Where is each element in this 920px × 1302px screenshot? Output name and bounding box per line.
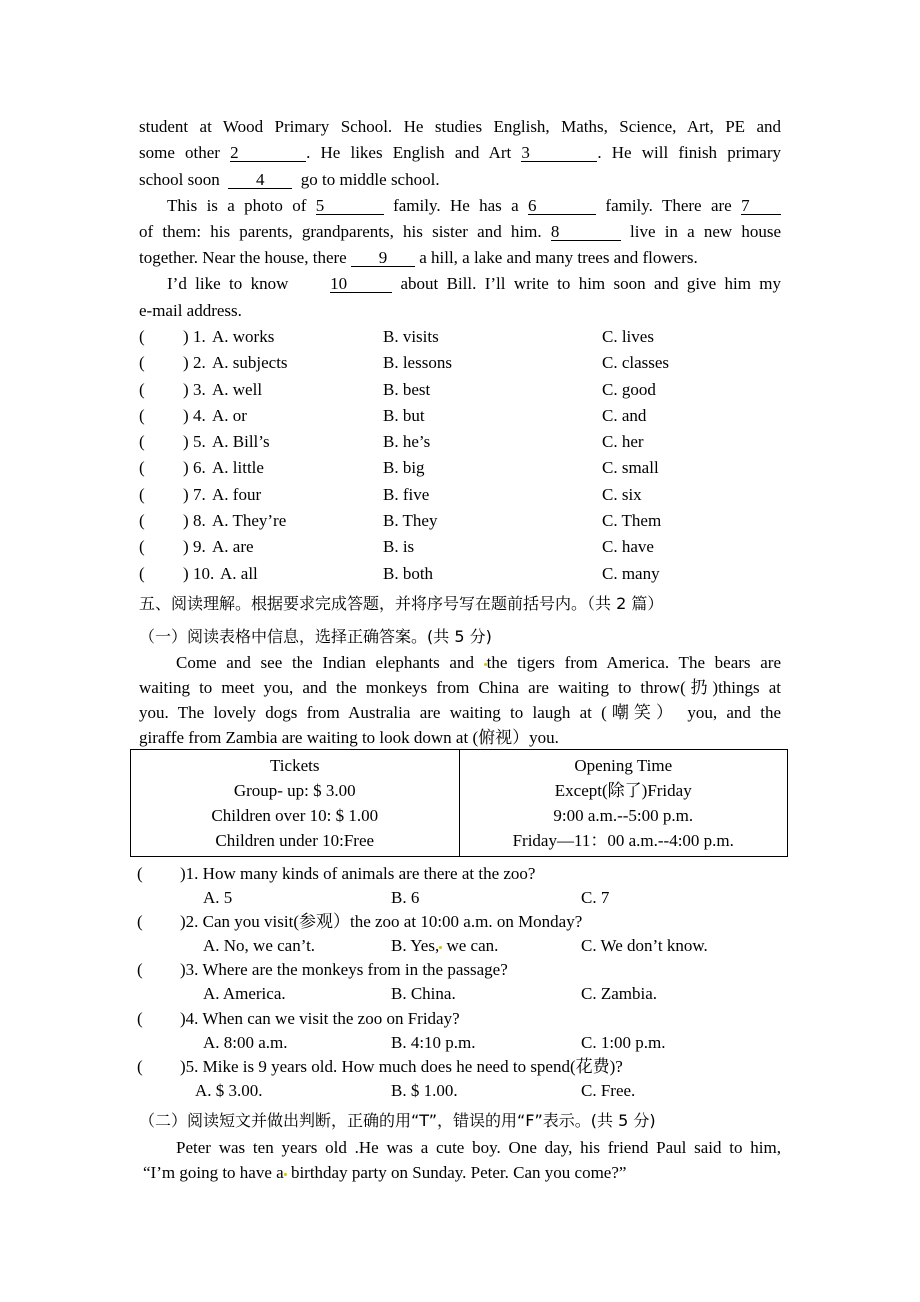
part2-line-2 bbox=[143, 1163, 626, 1183]
blank-5[interactable]: 5 bbox=[316, 197, 384, 215]
option-b[interactable]: B. lessons bbox=[383, 353, 452, 372]
blank-8[interactable]: 8 bbox=[551, 223, 621, 241]
answer-paren-open: ( bbox=[137, 912, 143, 931]
option-b[interactable]: B. is bbox=[383, 537, 415, 556]
question-number: 5. bbox=[193, 432, 206, 451]
friday-hours: Friday—11：00 a.m.--4:00 p.m. bbox=[512, 831, 734, 850]
option-c[interactable]: C. Them bbox=[602, 511, 662, 530]
question-number: 3. bbox=[193, 380, 206, 399]
opening-time-cell bbox=[459, 750, 788, 857]
tickets-header: Tickets bbox=[270, 756, 320, 775]
option-b[interactable]: B. They bbox=[383, 511, 438, 530]
passage-line-5 bbox=[139, 222, 781, 242]
passage-line-1 bbox=[139, 117, 781, 137]
passage-text: school soon bbox=[139, 170, 220, 189]
reading-line-3 bbox=[139, 703, 781, 723]
children-over-10-price: Children over 10: $ 1.00 bbox=[211, 806, 379, 825]
part1-title: （一）阅读表格中信息，选择正确答案。(共 5 分) bbox=[139, 627, 492, 646]
reading-text: to look down at (俯视）you. bbox=[361, 728, 559, 747]
option-b[interactable]: B. $ 1.00. bbox=[391, 1081, 458, 1100]
passage-line-4 bbox=[167, 196, 781, 216]
option-c[interactable]: C. 7 bbox=[581, 888, 610, 907]
reading-text: birthday party on Sunday. Peter. Can you come?” bbox=[290, 1163, 627, 1182]
answer-paren-close: ) bbox=[183, 380, 189, 399]
question-number: 10. bbox=[193, 564, 215, 583]
part2-line-1 bbox=[176, 1138, 781, 1158]
answer-paren-open: ( bbox=[139, 327, 145, 346]
passage-text: e-mail address. bbox=[139, 301, 242, 320]
answer-paren-close: ) bbox=[183, 406, 189, 425]
answer-paren-open: ( bbox=[139, 537, 145, 556]
reading-text: you. The lovely dogs from Australia are waiting to laugh at (嘲笑） you, and the bbox=[139, 703, 781, 722]
reading-text: giraffe from Zambia are waiting bbox=[139, 728, 358, 747]
answer-paren-close: ) bbox=[183, 327, 189, 346]
option-a[interactable]: A. 5 bbox=[203, 888, 233, 907]
reading-line-2 bbox=[139, 678, 781, 698]
passage-text: I’d like to know bbox=[167, 274, 289, 293]
passage-line-7 bbox=[167, 274, 781, 294]
passage-text: This is a photo of bbox=[167, 196, 307, 215]
passage-text: family. He has a bbox=[393, 196, 519, 215]
passage-line-6 bbox=[139, 248, 698, 268]
passage-text: family. There are bbox=[605, 196, 732, 215]
option-a[interactable]: A. well bbox=[212, 380, 263, 399]
reading-text: Peter was ten years old .He was a cute boy. One day, his friend Paul said to him, bbox=[176, 1138, 781, 1157]
reading-line-4 bbox=[139, 728, 559, 748]
option-b[interactable]: B. best bbox=[383, 380, 431, 399]
option-a[interactable]: A. works bbox=[212, 327, 275, 346]
section5-title: 五、阅读理解。根据要求完成答题，并将序号写在题前括号内。（共 2 篇） bbox=[139, 594, 664, 613]
option-a[interactable]: A. 8:00 a.m. bbox=[203, 1033, 288, 1052]
reading-text: Come and see the Indian elephants and bbox=[176, 653, 474, 672]
except-friday: Except(除了)Friday bbox=[554, 781, 692, 800]
weekday-hours: 9:00 a.m.--5:00 p.m. bbox=[553, 806, 694, 825]
option-c[interactable]: C. small bbox=[602, 458, 659, 477]
option-b[interactable]: B. he’s bbox=[383, 432, 431, 451]
answer-paren-open: ( bbox=[139, 406, 145, 425]
question-number: 4. bbox=[193, 406, 206, 425]
mark-dot bbox=[284, 1173, 287, 1176]
question-number: 9. bbox=[193, 537, 206, 556]
answer-paren-open: ( bbox=[137, 1009, 143, 1028]
passage-text: . He will finish primary bbox=[597, 143, 782, 162]
question-number: 1. bbox=[193, 327, 206, 346]
option-b-text: B. Yes, bbox=[391, 936, 440, 955]
answer-paren-open: ( bbox=[137, 864, 143, 883]
question-text: )5. Mike is 9 years old. How much does he need to spend(花费)? bbox=[180, 1057, 623, 1076]
option-a[interactable]: A. or bbox=[212, 406, 247, 425]
option-a[interactable]: A. Bill’s bbox=[212, 432, 270, 451]
passage-text: of them: his parents, grandparents, his sister and him. bbox=[139, 222, 542, 241]
question-text: )3. Where are the monkeys from in the passage? bbox=[180, 960, 508, 979]
option-c[interactable]: C. many bbox=[602, 564, 660, 583]
option-c[interactable]: C. her bbox=[602, 432, 644, 451]
question-text: )2. Can you visit(参观）the zoo at 10:00 a.m. on Monday? bbox=[180, 912, 583, 931]
option-b[interactable]: B. 6 bbox=[391, 888, 420, 907]
option-b[interactable]: B. visits bbox=[383, 327, 439, 346]
answer-paren-close: ) bbox=[183, 432, 189, 451]
blank-10[interactable]: 10 bbox=[330, 275, 392, 293]
tickets-cell bbox=[131, 750, 460, 857]
answer-paren-open: ( bbox=[139, 432, 145, 451]
passage-text: a hill, a lake and many trees and flowers. bbox=[419, 248, 698, 267]
option-c[interactable]: C. Zambia. bbox=[581, 984, 658, 1003]
option-b[interactable]: B. 4:10 p.m. bbox=[391, 1033, 476, 1052]
opening-time-header: Opening Time bbox=[574, 756, 673, 775]
reading-text: waiting to meet you, and the monkeys from China are waiting to throw(扔)things at bbox=[139, 678, 781, 697]
blank-2[interactable]: 2 bbox=[230, 144, 306, 162]
answer-paren-close: ) bbox=[183, 537, 189, 556]
option-a[interactable]: A. $ 3.00. bbox=[195, 1081, 263, 1100]
option-c[interactable]: C. We don’t know. bbox=[581, 936, 708, 955]
answer-paren-open: ( bbox=[139, 353, 145, 372]
passage-text: about Bill. I’ll write to him soon and give him my bbox=[400, 274, 782, 293]
option-a[interactable]: A. are bbox=[212, 537, 254, 556]
option-a[interactable]: A. little bbox=[212, 458, 264, 477]
passage-text: some other bbox=[139, 143, 220, 162]
option-a[interactable]: A. subjects bbox=[212, 353, 288, 372]
passage-line-2 bbox=[139, 143, 781, 163]
option-b[interactable]: B. five bbox=[383, 485, 430, 504]
option-a[interactable]: A. No, we can’t. bbox=[203, 936, 316, 955]
passage-text: . He likes English and Art bbox=[306, 143, 512, 162]
option-b[interactable]: B. big bbox=[383, 458, 425, 477]
answer-paren-open: ( bbox=[139, 485, 145, 504]
answer-paren-open: ( bbox=[137, 960, 143, 979]
group-price: Group- up: $ 3.00 bbox=[233, 781, 356, 800]
children-under-10-price: Children under 10:Free bbox=[215, 831, 375, 850]
question-number: 2. bbox=[193, 353, 206, 372]
option-a[interactable]: A. all bbox=[220, 564, 258, 583]
answer-paren-close: ) bbox=[183, 564, 189, 583]
option-c[interactable]: C. good bbox=[602, 380, 656, 399]
option-c[interactable]: C. Free. bbox=[581, 1081, 636, 1100]
answer-paren-open: ( bbox=[137, 1057, 143, 1076]
part2-title: （二）阅读短文并做出判断，正确的用“T”，错误的用“F”表示。(共 5 分) bbox=[139, 1111, 656, 1130]
option-b-text: we can. bbox=[446, 936, 499, 955]
option-a[interactable]: A. They’re bbox=[212, 511, 287, 530]
blank-4[interactable]: 4 bbox=[228, 171, 292, 189]
answer-paren-open: ( bbox=[139, 380, 145, 399]
answer-paren-open: ( bbox=[139, 564, 145, 583]
blank-9[interactable]: 9 bbox=[351, 249, 415, 267]
reading-text: the tigers from America. The bears are bbox=[486, 653, 781, 672]
option-a[interactable]: A. America. bbox=[203, 984, 286, 1003]
blank-7[interactable]: 7 bbox=[741, 197, 781, 215]
option-a[interactable]: A. four bbox=[212, 485, 262, 504]
zoo-info-table bbox=[130, 749, 788, 857]
passage-line-8 bbox=[139, 301, 242, 321]
question-text: )1. How many kinds of animals are there at the zoo? bbox=[180, 864, 536, 883]
option-b[interactable]: B. China. bbox=[391, 984, 456, 1003]
option-b[interactable] bbox=[391, 936, 498, 956]
option-b[interactable]: B. both bbox=[383, 564, 434, 583]
passage-text: student at Wood Primary School. He studies English, Maths, Science, Art, PE and bbox=[139, 117, 781, 136]
question-number: 6. bbox=[193, 458, 206, 477]
question-number: 7. bbox=[193, 485, 206, 504]
passage-text: together. Near the house, there bbox=[139, 248, 347, 267]
option-c[interactable]: C. have bbox=[602, 537, 654, 556]
answer-paren-close: ) bbox=[183, 353, 189, 372]
answer-paren-close: ) bbox=[183, 458, 189, 477]
option-c[interactable]: C. 1:00 p.m. bbox=[581, 1033, 666, 1052]
question-text: )4. When can we visit the zoo on Friday? bbox=[180, 1009, 460, 1028]
answer-paren-open: ( bbox=[139, 458, 145, 477]
reading-text: “I’m going to have a bbox=[143, 1163, 284, 1182]
option-c[interactable]: C. lives bbox=[602, 327, 654, 346]
blank-6[interactable]: 6 bbox=[528, 197, 596, 215]
answer-paren-close: ) bbox=[183, 511, 189, 530]
option-c[interactable]: C. six bbox=[602, 485, 642, 504]
option-c[interactable]: C. classes bbox=[602, 353, 670, 372]
question-number: 8. bbox=[193, 511, 206, 530]
mark-dot bbox=[439, 946, 442, 949]
answer-paren-open: ( bbox=[139, 511, 145, 530]
passage-line-3 bbox=[139, 170, 440, 190]
passage-text: live in a new house bbox=[630, 222, 782, 241]
passage-text: go to middle school. bbox=[300, 170, 440, 189]
reading-line-1 bbox=[176, 653, 781, 673]
answer-paren-close: ) bbox=[183, 485, 189, 504]
blank-3[interactable]: 3 bbox=[521, 144, 597, 162]
option-c[interactable]: C. and bbox=[602, 406, 647, 425]
option-b[interactable]: B. but bbox=[383, 406, 425, 425]
